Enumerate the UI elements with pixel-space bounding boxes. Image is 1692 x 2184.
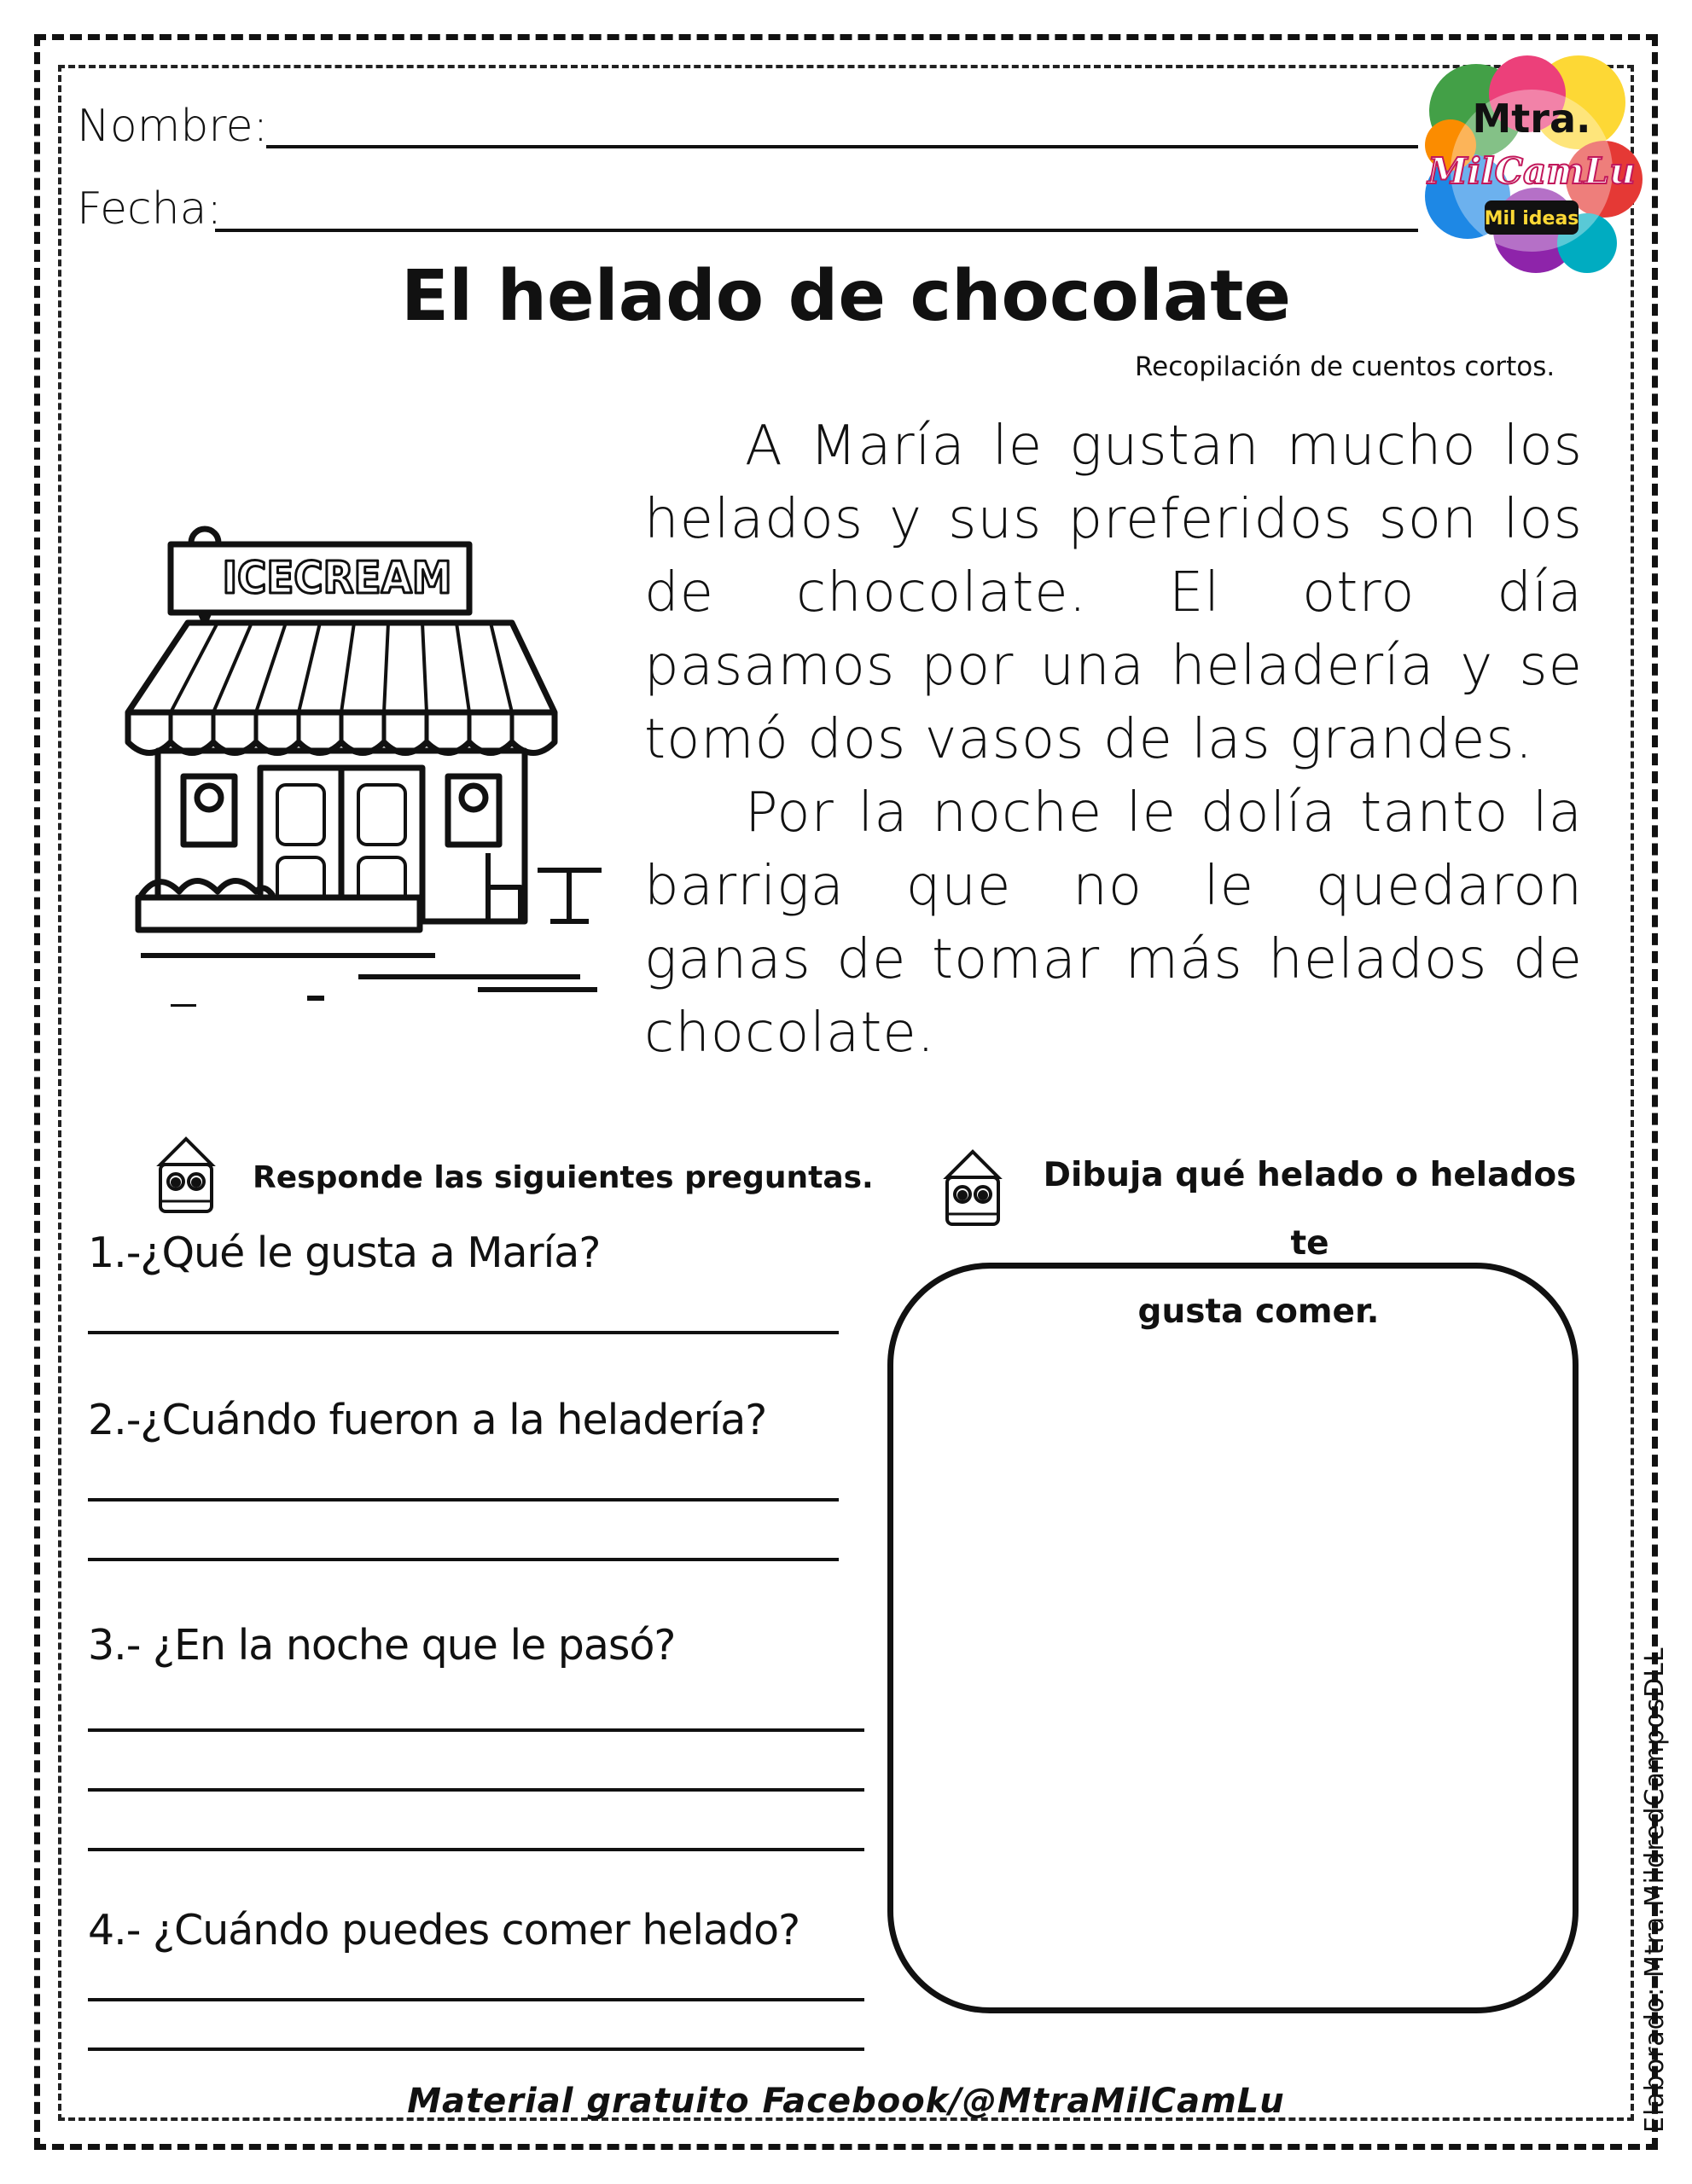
question-1: 1.-¿Qué le gusta a María? [88,1228,601,1277]
drawing-area[interactable] [887,1263,1579,2013]
answer-line[interactable] [88,1498,839,1502]
question-2: 2.-¿Cuándo fueron a la heladería? [88,1396,767,1444]
story-paragraph-1: A María le gustan mucho los helados y sus preferidos son los de chocolate. El otro día pasamos por una heladería y se tomó dos vasos de las grandes. [644,415,1583,771]
date-label: Fecha: [77,183,222,235]
answer-line[interactable] [88,1728,864,1732]
pencil-mascot-icon [939,1147,1007,1233]
answer-line[interactable] [88,2048,864,2051]
questions-heading: Responde las siguientes preguntas. [253,1160,874,1195]
answer-line[interactable] [88,1848,864,1851]
answer-line[interactable] [88,1331,839,1334]
date-line[interactable] [215,229,1418,232]
pencil-mascot-icon [152,1135,220,1220]
logo-line2: MilCamLu [1427,150,1636,192]
draw-heading-line-1: Dibuja qué helado o helados te [1043,1156,1577,1263]
story-paragraph-2: Por la noche le dolía tanto la barriga que no le quedaron ganas de tomar más helados de chocolate. [644,781,1583,1065]
logo [1416,51,1647,282]
answer-line[interactable] [88,1998,864,2001]
footer-text: Material gratuito Facebook/@MtraMilCamLu [407,2082,1285,2121]
answer-line[interactable] [88,1788,864,1792]
subtitle: Recopilación de cuentos cortos. [1135,351,1555,382]
question-4: 4.- ¿Cuándo puedes comer helado? [88,1906,800,1955]
author-credit-text: Elaborado: Mtra.MildredCamposDLL [1640,1647,1670,2133]
draw-heading-line-2: gusta comer. [1137,1292,1380,1331]
shop-sign-text: ICECREAM [222,553,452,604]
story-text [644,410,1583,1070]
ice-cream-shop-illustration [119,495,606,1007]
logo-line3: Mil ideas [1484,208,1579,229]
name-label: Nombre: [77,101,269,152]
page-title: El helado de chocolate [400,256,1292,337]
name-line[interactable] [266,145,1418,148]
logo-graphic [1416,51,1647,282]
author-credit [1606,1647,1670,2133]
question-3: 3.- ¿En la noche que le pasó? [88,1621,676,1670]
answer-line[interactable] [88,1558,839,1561]
logo-line1: Mtra. [1472,96,1591,142]
